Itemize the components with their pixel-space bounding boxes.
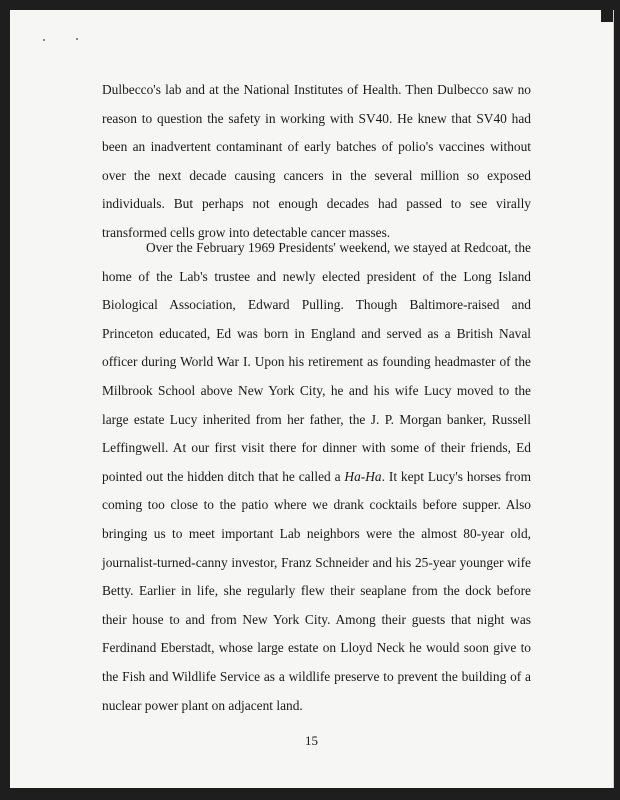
corner-mark bbox=[601, 10, 613, 22]
paragraph-2 bbox=[102, 234, 531, 720]
page-number: 15 bbox=[305, 733, 318, 748]
speck bbox=[43, 39, 45, 41]
paragraph-2-italic-term: Ha-Ha bbox=[344, 468, 382, 484]
paragraph-2-part-1: Over the February 1969 Presidents' weekend, we stayed at Redcoat, the home of the Lab's trustee and newly elected president of the Long Island Biological Association, Edward Pulling. Though Baltimore-raised and Princeton educated, Ed was born in England and served as a British Naval officer during World War I. Upon his retirement as founding headmaster of the Milbrook School above New York City, he and his wife Lucy moved to the large estate Lucy inherited from her father, the J. P. Morgan banker, Russell Leffingwell. At our first visit there for dinner with some of their friends, Ed pointed out the hidden ditch that he called a bbox=[102, 240, 531, 484]
document-page bbox=[10, 10, 614, 788]
paragraph-2-part-2: . It kept Lucy's horses from coming too close to the patio where we drank cocktails before supper. Also bringing us to meet important Lab neighbors were the almost 80-year old, journalist-turned-canny investor, Franz Schneider and his 25-year younger wife Betty. Earlier in life, she regularly flew their seaplane from the dock before their house to and from New York City. Among their guests that night was Ferdinand Eberstadt, whose large estate on Lloyd Neck he would soon give to the Fish and Wildlife Service as a wildlife preserve to prevent the building of a nuclear power plant on adjacent land. bbox=[102, 468, 531, 713]
speck bbox=[76, 38, 78, 40]
paragraph-1: Dulbecco's lab and at the National Institutes of Health. Then Dulbecco saw no reason to question the safety in working with SV40. He knew that SV40 had been an inadvertent contaminant of early batches of polio's vaccines without over the next decade causing cancers in the several million so exposed individuals. But perhaps not enough decades had passed to see virally transformed cells grow into detectable cancer masses. bbox=[102, 82, 531, 240]
